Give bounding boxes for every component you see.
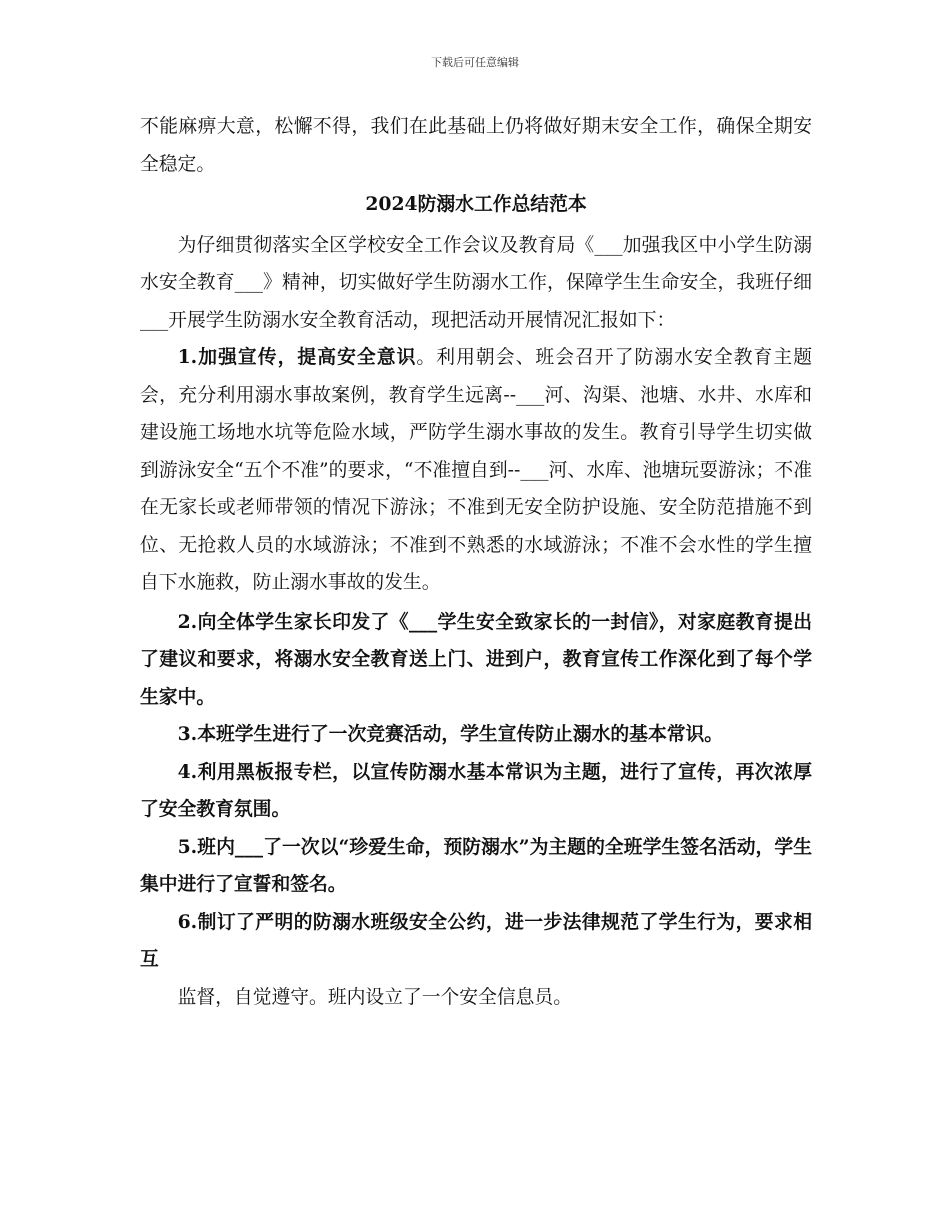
opening-paragraph: 为仔细贯彻落实全区学校安全工作会议及教育局《___加强我区中小学生防溺水安全教育___》精神，切实做好学生防溺水工作，保障学生生命安全，我班仔细___开展学生防溺水安全教育活动，现把活动开展情况汇报如下：	[140, 234, 812, 331]
item-3-paragraph: 3.本班学生进行了一次竞赛活动，学生宣传防止溺水的基本常识。	[177, 723, 724, 745]
item-6-paragraph: 6.制订了严明的防溺水班级安全公约，进一步法律规范了学生行为，要求相互	[140, 910, 812, 970]
document-body	[140, 108, 812, 1016]
item-4-paragraph: 4.利用黑板报专栏，以宣传防溺水基本常识为主题，进行了宣传，再次浓厚了安全教育氛围。	[140, 760, 812, 820]
item-1-body: 。利用朝会、班会召开了防溺水安全教育主题会，充分利用溺水事故案例，教育学生远离--___河、沟渠、池塘、水井、水库和建设施工场地水坑等危险水域，严防学生溺水事故的发生。教育引导学生切实做到游泳安全“五个不准”的要求，“不准擅自到--___河、水库、池塘玩耍游泳；不准在无家长或老师带领的情况下游泳；不准到无安全防护设施、安全防范措施不到位、无抢救人员的水域游泳；不准到不熟悉的水域游泳；不准不会水性的学生擅自下水施救，防止溺水事故的发生。	[140, 347, 812, 593]
item-1-paragraph	[140, 339, 812, 602]
item-2-paragraph: 2.向全体学生家长印发了《___学生安全致家长的一封信》，对家庭教育提出了建议和要求，将溺水安全教育送上门、进到户，教育宣传工作深化到了每个学生家中。	[140, 610, 812, 708]
item-1-heading: 1.加强宣传，提高安全意识	[177, 346, 417, 368]
intro-tail-paragraph: 不能麻痹大意，松懈不得，我们在此基础上仍将做好期末安全工作，确保全期安全稳定。	[140, 116, 812, 175]
document-title: 2024防溺水工作总结范本	[365, 193, 587, 215]
item-5-paragraph: 5.班内___了一次以“珍爱生命，预防溺水”为主题的全班学生签名活动，学生集中进行了宣誓和签名。	[140, 835, 812, 895]
page-header-note: 下载后可任意编辑	[431, 56, 519, 69]
item-6-continuation: 监督，自觉遵守。班内设立了一个安全信息员。	[177, 986, 572, 1008]
